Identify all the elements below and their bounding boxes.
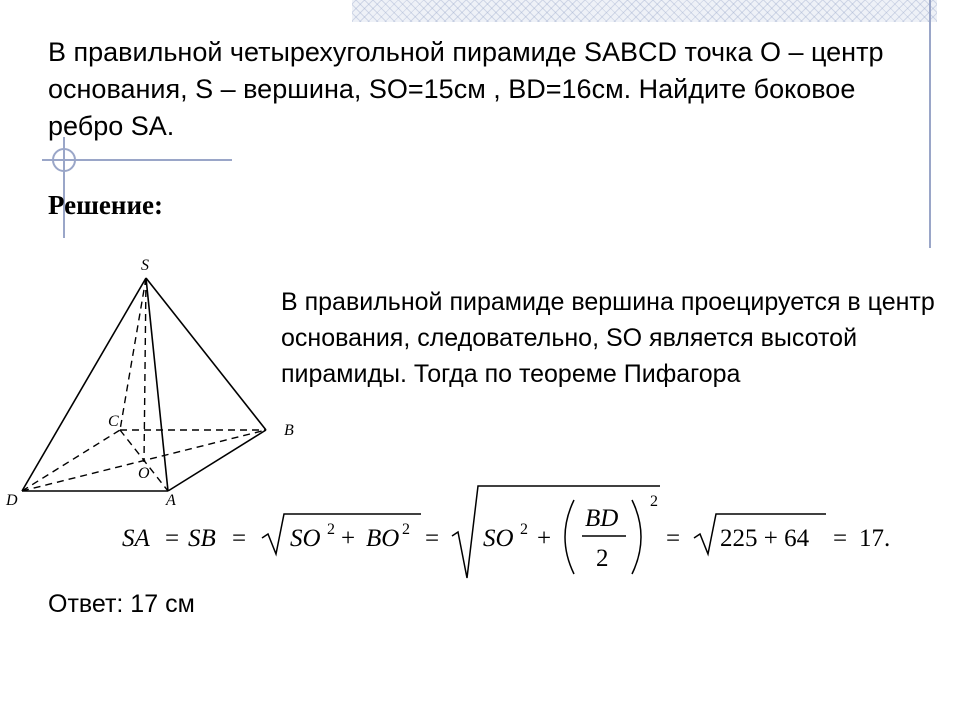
formula-eq-4: =	[666, 525, 681, 552]
formula-sa: SA	[122, 525, 150, 552]
answer-text: Ответ: 17 см	[48, 590, 195, 618]
formula-plus-1: +	[341, 525, 356, 552]
formula-denominator: 2	[596, 545, 609, 572]
formula-eq-2: =	[232, 525, 247, 552]
formula-bd: BD	[585, 505, 619, 532]
solution-explanation: В правильной пирамиде вершина проецируется в центр основания, следовательно, SO является высотой пирамиды. Тогда по теореме Пифагора	[281, 288, 935, 388]
label-a: A	[166, 492, 176, 509]
label-s: S	[141, 257, 149, 274]
formula-exp-3: 2	[520, 521, 528, 538]
formula-plus-2: +	[537, 525, 552, 552]
formula-radicand-3: 225 + 64	[720, 525, 810, 552]
paren-right	[632, 500, 641, 574]
label-o: O	[138, 465, 150, 482]
formula-so-1: SO	[290, 525, 321, 552]
formula-so-2: SO	[483, 525, 514, 552]
formula-result: 17.	[859, 525, 891, 552]
problem-statement: В правильной четырехугольной пирамиде SABCD точка O – центр основания, S – вершина, SO=15см , BD=16см. Найдите боковое ребро SA.	[48, 37, 884, 141]
formula-exp-4: 2	[650, 493, 658, 510]
formula-exp-2: 2	[402, 521, 410, 538]
solution-heading: Решение:	[48, 190, 163, 220]
label-d: D	[6, 492, 18, 509]
formula-exp-1: 2	[327, 521, 335, 538]
label-b: B	[284, 422, 294, 439]
formula-sb: SB	[188, 525, 216, 552]
formula-eq-3: =	[425, 525, 440, 552]
formula-bo: BO	[366, 525, 400, 552]
formula-eq-5: =	[833, 525, 848, 552]
paren-left	[565, 500, 574, 574]
label-c: C	[108, 413, 119, 430]
formula-eq-1: =	[165, 525, 180, 552]
